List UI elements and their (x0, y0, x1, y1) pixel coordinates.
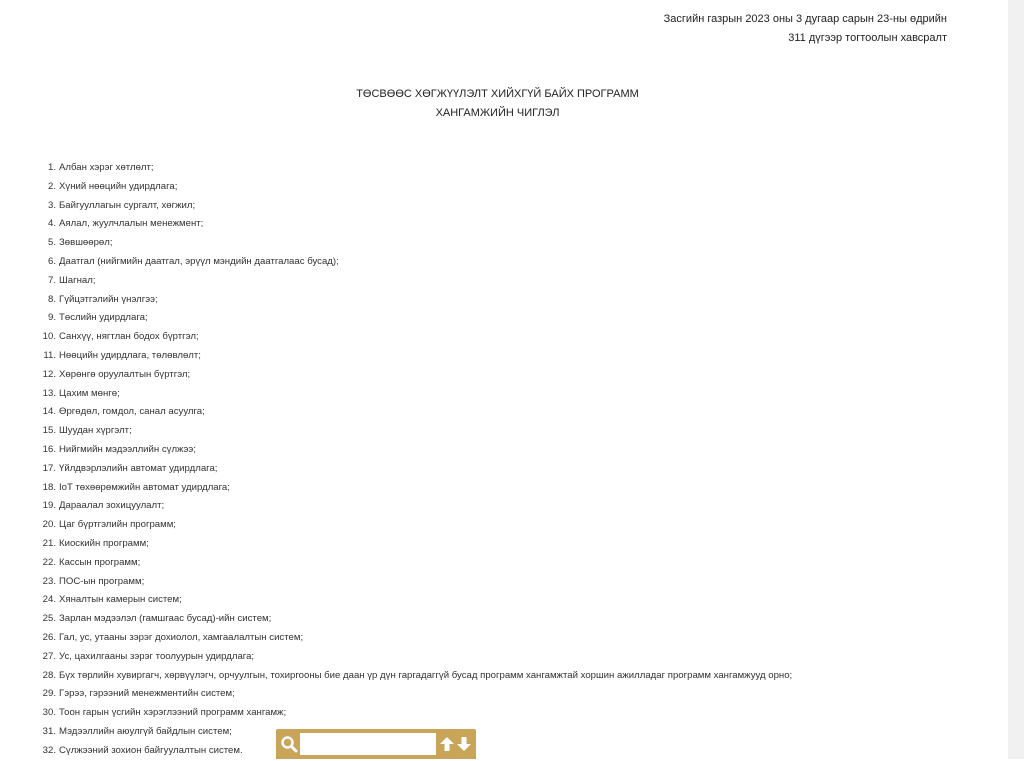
list-item-text: Үйлдвэрлэлийн автомат удирдлага; (59, 462, 218, 474)
list-item-number: 26. (42, 631, 56, 643)
list-item-text: Хяналтын камерын систем; (59, 594, 182, 606)
list-item (36, 610, 792, 629)
list-item (36, 535, 792, 554)
list-item-text: Бүх төрлийн хувиргагч, хөрвүүлэгч, орчуулгын, тохиргооны бие даан үр дүн гаргадаггүй бусад программ хангамжтай хоршин ажилладаг программ хангамжууд орно; (59, 669, 793, 681)
list-item (36, 347, 792, 366)
list-item-text: Дараалал зохицуулалт; (59, 500, 165, 512)
list-item (36, 479, 792, 498)
list-item-number: 8. (47, 293, 56, 305)
list-item (36, 685, 792, 704)
list-item (36, 554, 792, 573)
list-item (36, 516, 792, 535)
list-item (36, 667, 792, 686)
arrow-down-icon[interactable] (456, 735, 472, 753)
list-item-text: Даатгал (нийгмийн даатгал, эрүүл мэндийн даатгалаас бусад); (59, 255, 339, 267)
list-item (36, 309, 792, 328)
list-item (36, 648, 792, 667)
list-item-text: Кассын программ; (59, 556, 141, 568)
list-item (36, 159, 792, 178)
list-item-number: 27. (42, 650, 56, 662)
list-item-number: 23. (42, 575, 56, 587)
list-item-number: 21. (42, 537, 56, 549)
list-item-number: 14. (42, 406, 56, 418)
list-item-number: 19. (42, 500, 56, 512)
list-item-text: Киоскийн программ; (59, 537, 149, 549)
list-item-number: 7. (47, 274, 56, 286)
list-item-number: 30. (42, 707, 56, 719)
list-item (36, 291, 792, 310)
list-item (36, 497, 792, 516)
list-item-number: 10. (42, 331, 56, 343)
decree-reference (664, 10, 947, 48)
list-item (36, 215, 792, 234)
list-item (36, 629, 792, 648)
document-title-line2: ХАНГАМЖИЙН ЧИГЛЭЛ (435, 107, 560, 119)
list-item-number: 24. (42, 594, 56, 606)
list-item-text: Нийгмийн мэдээллийн сүлжээ; (59, 443, 196, 455)
list-item (36, 253, 792, 272)
list-item-text: IoT төхөөрөмжийн автомат удирдлага; (59, 481, 230, 493)
list-item-text: Цаг бүртгэлийн программ; (59, 519, 176, 531)
decree-reference-line1: Засгийн газрын 2023 оны 3 дугаар сарын 23-ны өдрийн (663, 13, 947, 25)
list-item-text: Шуудан хүргэлт; (59, 425, 132, 437)
list-item-number: 6. (47, 255, 56, 267)
list-item-text: Мэдээллийн аюулгүй байдлын систем; (59, 725, 232, 737)
list-item-text: Ус, цахилгааны зэрэг тоолуурын удирдлага; (59, 650, 255, 662)
list-item-text: Нөөцийн удирдлага, төлөвлөлт; (59, 349, 201, 361)
list-item-number: 20. (42, 519, 56, 531)
list-item-number: 18. (42, 481, 56, 493)
list-item-number: 11. (43, 349, 56, 361)
list-item-text: Албан хэрэг хөтлөлт; (59, 162, 154, 173)
list-item-text: Төслийн удирдлага; (59, 312, 148, 324)
document-title (0, 85, 995, 123)
list-item-number: 17. (42, 462, 56, 474)
list-item-text: Хөрөнгө оруулалтын бүртгэл; (59, 368, 191, 380)
list-item-text: Шагнал; (59, 274, 96, 286)
list-item-number: 2. (47, 180, 56, 192)
list-item (36, 460, 792, 479)
list-item-number: 9. (47, 312, 56, 324)
list-item (36, 178, 792, 197)
list-item-text: Гүйцэтгэлийн үнэлгээ; (59, 293, 158, 305)
list-item-text: Сүлжээний зохион байгуулалтын систем. (59, 744, 243, 756)
list-item-number: 32. (42, 744, 56, 756)
list-item-text: Зөвшөөрөл; (59, 237, 113, 249)
list-item-text: Өргөдөл, гомдол, санал асуулга; (59, 406, 205, 418)
search-icon[interactable] (280, 735, 298, 753)
list-item-text: Байгууллагын сургалт, хөгжил; (59, 199, 196, 211)
list-item-number: 15. (42, 425, 56, 437)
list-item-number: 16. (42, 443, 56, 455)
list-item (36, 197, 792, 216)
list-item-number: 5. (47, 237, 56, 249)
list-item-number: 25. (42, 613, 56, 625)
list-item (36, 403, 792, 422)
list-item-number: 4. (47, 218, 56, 230)
list-item (36, 591, 792, 610)
list-item-text: Цахим мөнгө; (59, 387, 120, 399)
list-item-number: 29. (42, 688, 56, 700)
vertical-scrollbar[interactable] (1008, 0, 1024, 759)
list-item (36, 385, 792, 404)
list-item-text: Хүний нөөцийн удирдлага; (59, 180, 178, 192)
software-direction-list (36, 159, 792, 761)
list-item-number: 1. (47, 162, 56, 173)
list-item-text: Санхүү, нягтлан бодох бүртгэл; (59, 331, 199, 343)
list-item-number: 28. (42, 669, 56, 681)
list-item-number: 12. (42, 368, 56, 380)
list-item-text: Аялал, жуулчлалын менежмент; (59, 218, 204, 230)
list-item (36, 573, 792, 592)
document-title-line1: ТӨСВӨӨС ХӨГЖҮҮЛЭЛТ ХИЙХГҮЙ БАЙХ ПРОГРАММ (356, 88, 639, 100)
list-item-number: 3. (47, 199, 56, 211)
list-item (36, 328, 792, 347)
list-item (36, 704, 792, 723)
list-item (36, 272, 792, 291)
list-item-text: Гэрээ, гэрээний менежментийн систем; (59, 688, 235, 700)
list-item-number: 31. (42, 725, 56, 737)
list-item (36, 422, 792, 441)
list-item-text: Тоон гарын үсгийн хэрэглээний программ хангамж; (59, 707, 287, 719)
arrow-up-icon[interactable] (439, 735, 455, 753)
list-item-text: Зарлан мэдээлэл (гамшгаас бусад)-ийн систем; (59, 613, 272, 625)
list-item (36, 366, 792, 385)
list-item-text: Гал, ус, утааны зэрэг дохиолол, хамгаалалтын систем; (59, 631, 304, 643)
search-input[interactable] (300, 733, 436, 755)
list-item (36, 441, 792, 460)
list-item-number: 22. (42, 556, 56, 568)
decree-reference-line2: 311 дүгээр тогтоолын хавсралт (788, 32, 947, 44)
list-item-number: 13. (42, 387, 56, 399)
list-item-text: ПОС-ын программ; (59, 575, 145, 587)
list-item (36, 234, 792, 253)
find-in-page-bar (276, 729, 476, 759)
